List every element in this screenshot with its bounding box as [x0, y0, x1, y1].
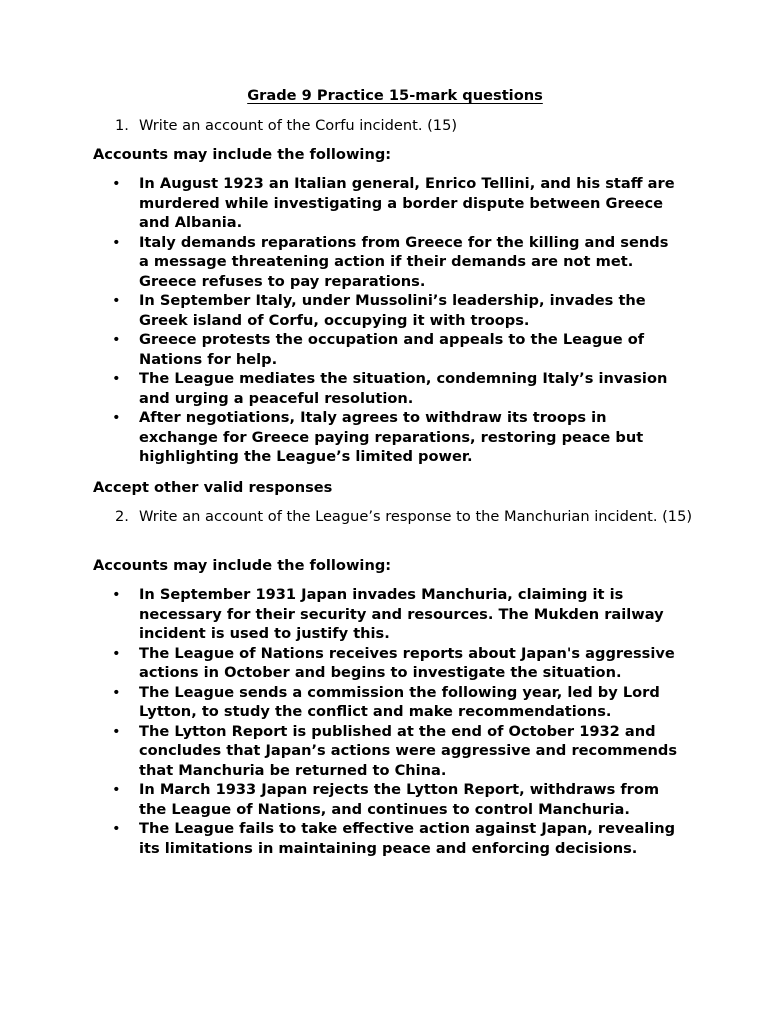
list-item: • In August 1923 an Italian general, Enrico Tellini, and his staff are murdered while investigating a border dispute between Greece and Albania.: [112, 175, 675, 231]
list-item: • After negotiations, Italy agrees to withdraw its troops in exchange for Greece paying reparations, restoring peace but highlighting the League’s limited power.: [112, 409, 644, 465]
bullet-icon: •: [112, 820, 121, 837]
question-number: 1.: [115, 117, 129, 134]
q1-lead-text: Accounts may include the following:: [93, 146, 392, 163]
bullet-icon: •: [112, 175, 121, 192]
bullet-icon: •: [112, 781, 121, 798]
bullet-icon: •: [112, 722, 121, 740]
list-item: • In September 1931 Japan invades Manchuria, claiming it is necessary for their security and resources. The Mukden railway incident is used to justify this.: [112, 586, 664, 642]
list-item: • The League sends a commission the following year, led by Lord Lytton, to study the conflict and make recommendations.: [112, 683, 660, 720]
list-item: • The League fails to take effective action against Japan, revealing its limitations in maintaining peace and enforcing decisions.: [112, 820, 676, 857]
list-item: • In March 1933 Japan rejects the Lytton Report, withdraws from the League of Nations, and continues to control Manchuria.: [112, 781, 660, 818]
bullet-icon: •: [112, 586, 121, 603]
q1-note: Accept other valid responses: [93, 479, 333, 496]
bullet-icon: •: [112, 683, 121, 701]
q2-bullet-list: [0, 585, 768, 858]
bullet-icon: •: [112, 409, 121, 426]
bullet-icon: •: [112, 370, 121, 387]
bullet-icon: •: [112, 233, 121, 251]
q2-lead-text: Accounts may include the following:: [93, 557, 392, 574]
bullet-icon: •: [112, 331, 121, 348]
list-item: • The Lytton Report is published at the end of October 1932 and concludes that Japan’s actions were aggressive and recommends that Manchuria be returned to China.: [112, 722, 678, 779]
bullet-icon: •: [112, 644, 121, 662]
question-text: Write an account of the League’s response to the Manchurian incident. (15): [139, 508, 693, 525]
bullet-icon: •: [112, 292, 121, 309]
question-number: 2.: [115, 508, 129, 525]
question-text: Write an account of the Corfu incident. (15): [139, 117, 458, 134]
list-item: • In September Italy, under Mussolini’s leadership, invades the Greek island of Corfu, occupying it with troops.: [112, 292, 646, 329]
q1-bullet-list: [0, 174, 768, 467]
list-item: • Italy demands reparations from Greece for the killing and sends a message threatening action if their demands are not met. Greece refuses to pay reparations.: [112, 233, 669, 290]
page-title: Grade 9 Practice 15-mark questions: [247, 87, 543, 104]
list-item: • The League mediates the situation, condemning Italy’s invasion and urging a peaceful resolution.: [112, 370, 668, 407]
list-item: • The League of Nations receives reports about Japan's aggressive actions in October and begins to investigate the situation.: [112, 644, 675, 681]
list-item: • Greece protests the occupation and appeals to the League of Nations for help.: [112, 331, 645, 368]
